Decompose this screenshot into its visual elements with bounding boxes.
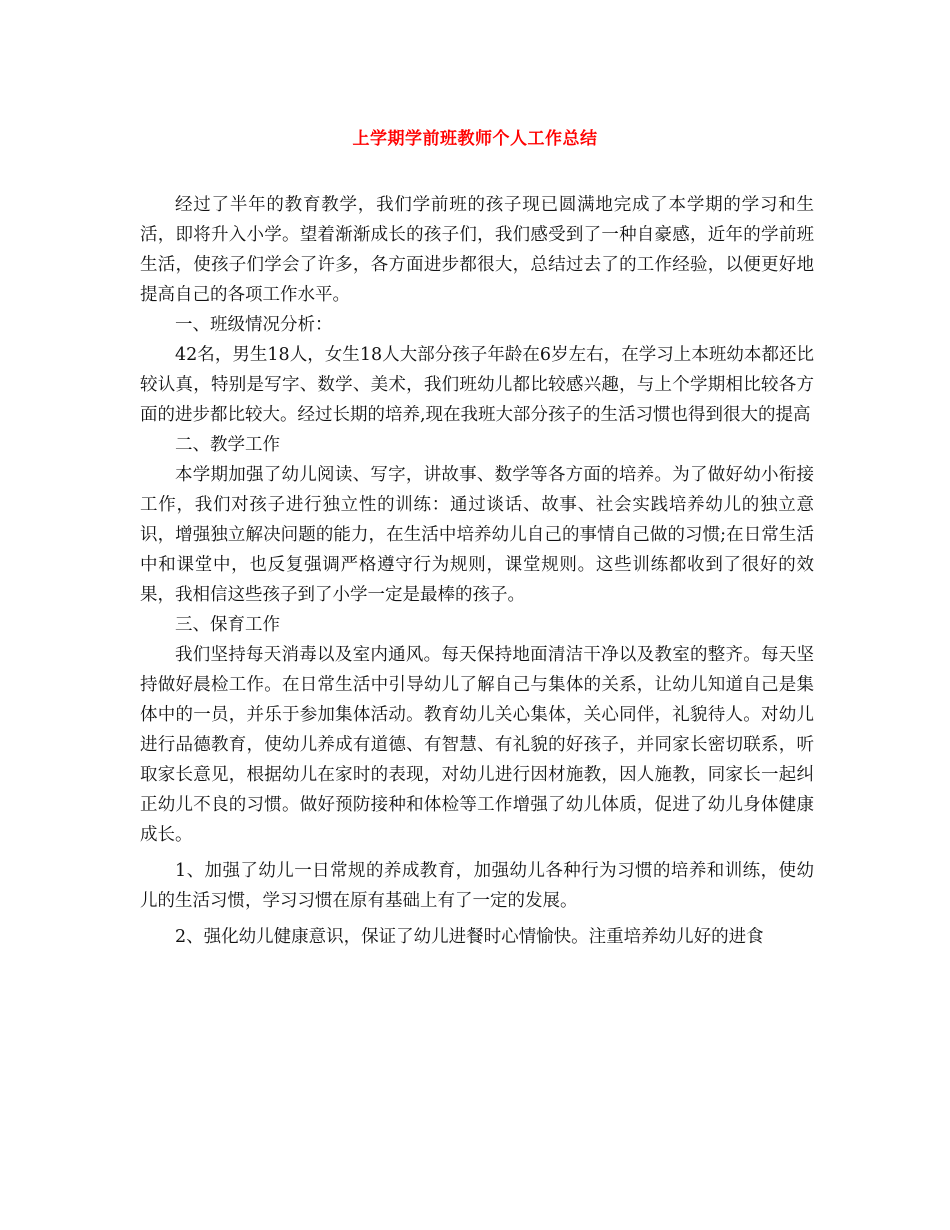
document-body — [140, 190, 814, 952]
document-title: 上学期学前班教师个人工作总结 — [352, 129, 598, 149]
paragraph-item-2: 2、强化幼儿健康意识，保证了幼儿进餐时心情愉快。注重培养幼儿好的进食 — [175, 927, 764, 947]
paragraph-care-work: 我们坚持每天消毒以及室内通风。每天保持地面清洁干净以及教室的整齐。每天坚持做好晨检工作。在日常生活中引导幼儿了解自己与集体的关系，让幼儿知道自己是集体中的一员，并乐于参加集体活动。教育幼儿关心集体，关心同伴，礼貌待人。对幼儿进行品德教育，使幼儿养成有道德、有智慧、有礼貌的好孩子，并同家长密切联系，听取家长意见，根据幼儿在家时的表现，对幼儿进行因材施教，因人施教，同家长一起纠正幼儿不良的习惯。做好预防接种和体检等工作增强了幼儿体质，促进了幼儿身体健康成长。 — [140, 645, 814, 845]
paragraph-teaching-work: 本学期加强了幼儿阅读、写字，讲故事、数学等各方面的培养。为了做好幼小衔接工作，我们对孩子进行独立性的训练：通过谈话、故事、社会实践培养幼儿的独立意识，增强独立解决问题的能力，在生活中培养幼儿自己的事情自己做的习惯;在日常生活中和课堂中，也反复强调严格遵守行为规则，课堂规则。这些训练都收到了很好的效果，我相信这些孩子到了小学一定是最棒的孩子。 — [140, 465, 814, 605]
heading-teaching-work: 二、教学工作 — [175, 435, 280, 455]
heading-class-analysis: 一、班级情况分析： — [175, 315, 333, 335]
paragraph-class-analysis: 42名，男生18人，女生18人大部分孩子年龄在6岁左右，在学习上本班幼本都还比较认真，特别是写字、数学、美术，我们班幼儿都比较感兴趣，与上个学期相比较各方面的进步都比较大。经过长期的培养,现在我班大部分孩子的生活习惯也得到很大的提高 — [140, 345, 814, 425]
heading-care-work: 三、保育工作 — [175, 615, 280, 635]
paragraph-intro: 经过了半年的教育教学，我们学前班的孩子现已圆满地完成了本学期的学习和生活，即将升入小学。望着渐渐成长的孩子们，我们感受到了一种自豪感，近年的学前班生活，使孩子们学会了许多，各方面进步都很大，总结过去了的工作经验，以便更好地提高自己的各项工作水平。 — [140, 195, 814, 305]
paragraph-item-1: 1、加强了幼儿一日常规的养成教育，加强幼儿各种行为习惯的培养和训练，使幼儿的生活习惯，学习习惯在原有基础上有了一定的发展。 — [140, 861, 814, 911]
